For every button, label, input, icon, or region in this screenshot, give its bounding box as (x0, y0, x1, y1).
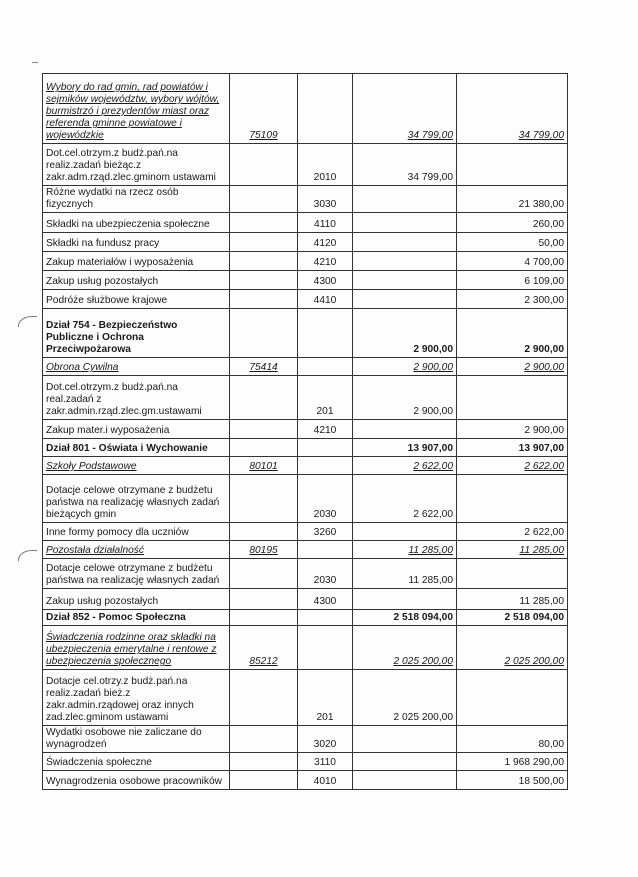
row-description (43, 74, 230, 144)
rozdzial-row (43, 626, 568, 670)
row-wydatki (457, 439, 568, 457)
table-row (43, 186, 568, 213)
row-rozdzial-text: 80101 (249, 461, 278, 472)
row-wydatki-text: 2 300,00 (524, 295, 564, 306)
row-paragraf (298, 290, 353, 309)
row-dochody (353, 670, 457, 726)
row-description (43, 439, 230, 457)
row-dochody-text: 11 285,00 (408, 545, 453, 556)
row-description (43, 753, 230, 771)
rozdzial-row (43, 541, 568, 559)
row-paragraf-text: 2010 (313, 172, 337, 183)
row-rozdzial (230, 589, 298, 610)
row-wydatki (457, 309, 568, 358)
row-rozdzial-text: 80195 (249, 545, 278, 556)
dzial-row (43, 309, 568, 358)
row-rozdzial-text: 75414 (249, 362, 278, 373)
table-row (43, 523, 568, 541)
row-paragraf (298, 771, 353, 790)
row-wydatki-text: 11 285,00 (519, 545, 564, 556)
row-wydatki (457, 753, 568, 771)
row-description (43, 626, 230, 670)
row-wydatki (457, 74, 568, 144)
table-row (43, 753, 568, 771)
row-paragraf-text: 201 (316, 712, 334, 723)
row-wydatki (457, 726, 568, 753)
row-paragraf-text: 3260 (313, 527, 337, 538)
row-description (43, 420, 230, 439)
row-dochody-text: 2 025 200,00 (393, 712, 453, 723)
row-description (43, 559, 230, 589)
row-wydatki (457, 252, 568, 271)
row-description (43, 726, 230, 753)
row-dochody-text: 2 025 200,00 (393, 656, 453, 667)
row-wydatki-text: 34 799,00 (518, 130, 564, 141)
row-description-text: Zakup usług pozostałych (46, 276, 159, 287)
row-rozdzial (230, 252, 298, 271)
budget-table (42, 73, 568, 790)
table-row (43, 726, 568, 753)
row-rozdzial-text: 75109 (249, 130, 278, 141)
margin-bracket-mark (18, 550, 37, 561)
row-wydatki-text: 21 380,00 (518, 199, 564, 210)
row-paragraf-text: 2030 (313, 509, 337, 520)
table-row (43, 559, 568, 589)
row-dochody-text: 2 622,00 (413, 461, 453, 472)
row-description (43, 589, 230, 610)
row-wydatki (457, 233, 568, 252)
row-rozdzial (230, 670, 298, 726)
row-dochody-text: 2 900,00 (413, 344, 453, 355)
row-wydatki (457, 771, 568, 790)
row-paragraf-text: 3030 (313, 199, 337, 210)
row-paragraf (298, 753, 353, 771)
row-description (43, 186, 230, 213)
row-paragraf (298, 309, 353, 358)
row-wydatki-text: 50,00 (538, 238, 564, 249)
row-rozdzial (230, 290, 298, 309)
row-description-text: Dotacje cel.otrzy.z budż.pań.na realiz.zadań bież.z zakr.admin.rządowej oraz innych zad.zlec.gminom ustawami (46, 676, 194, 723)
table-row (43, 252, 568, 271)
row-rozdzial (230, 523, 298, 541)
table-row (43, 213, 568, 233)
row-dochody-text: 2 518 094,00 (393, 612, 453, 623)
row-paragraf-text: 4120 (313, 238, 337, 249)
row-description (43, 670, 230, 726)
row-wydatki-text: 4 700,00 (524, 257, 564, 268)
row-wydatki (457, 420, 568, 439)
row-paragraf-text: 4300 (313, 596, 337, 607)
row-paragraf (298, 726, 353, 753)
row-wydatki (457, 626, 568, 670)
row-wydatki-text: 11 285,00 (519, 596, 564, 607)
row-rozdzial (230, 74, 298, 144)
row-paragraf (298, 670, 353, 726)
row-wydatki-text: 1 968 290,00 (504, 757, 564, 768)
row-rozdzial (230, 233, 298, 252)
row-paragraf (298, 523, 353, 541)
table-row (43, 771, 568, 790)
row-paragraf (298, 439, 353, 457)
row-paragraf-text: 3110 (314, 757, 336, 768)
row-paragraf-text: 4300 (313, 276, 337, 287)
row-description-text: Dział 852 - Pomoc Społeczna (46, 612, 186, 623)
row-description-text: Zakup mater.i wyposażenia (46, 425, 170, 436)
row-paragraf (298, 144, 353, 186)
dzial-row (43, 610, 568, 626)
row-paragraf (298, 376, 353, 420)
row-dochody-text: 2 900,00 (413, 362, 453, 373)
row-dochody-text: 2 900,00 (413, 406, 453, 417)
row-description-text: Zakup usług pozostałych (46, 596, 159, 607)
budget-table-body (43, 74, 568, 790)
row-rozdzial (230, 559, 298, 589)
scan-tick-mark (32, 62, 38, 63)
row-description-text: Zakup materiałów i wyposażenia (46, 257, 194, 268)
row-description-text: Wynagrodzenia osobowe pracowników (46, 776, 223, 787)
row-rozdzial (230, 309, 298, 358)
row-wydatki (457, 541, 568, 559)
row-paragraf (298, 589, 353, 610)
row-wydatki-text: 2 622,00 (524, 527, 564, 538)
row-rozdzial-text: 85212 (249, 656, 278, 667)
row-wydatki-text: 260,00 (532, 219, 564, 230)
row-wydatki-text: 2 622,00 (524, 461, 564, 472)
row-description (43, 144, 230, 186)
row-paragraf-text: 4410 (313, 295, 337, 306)
row-paragraf-text: 4210 (313, 257, 337, 268)
row-description-text: Obrona Cywilna (46, 362, 119, 373)
row-paragraf (298, 213, 353, 233)
row-description (43, 213, 230, 233)
row-description-text: Dział 754 - Bezpieczeństwo Publiczne i Ochrona Przeciwpożarowa (46, 320, 178, 355)
row-rozdzial (230, 358, 298, 376)
row-description-text: Szkoły Podstawowe (46, 461, 137, 472)
row-dochody-text: 11 285,00 (408, 575, 453, 586)
row-wydatki (457, 376, 568, 420)
row-paragraf-text: 201 (316, 406, 334, 417)
table-row (43, 420, 568, 439)
row-dochody (353, 523, 457, 541)
row-description (43, 309, 230, 358)
row-dochody (353, 271, 457, 290)
row-paragraf-text: 3020 (313, 739, 337, 750)
row-description (43, 475, 230, 523)
row-description (43, 523, 230, 541)
row-wydatki (457, 589, 568, 610)
rozdzial-row (43, 358, 568, 376)
row-description (43, 290, 230, 309)
row-wydatki-text: 2 025 200,00 (504, 656, 564, 667)
row-wydatki (457, 670, 568, 726)
row-paragraf (298, 610, 353, 626)
row-rozdzial (230, 610, 298, 626)
row-rozdzial (230, 213, 298, 233)
row-dochody (353, 439, 457, 457)
table-row (43, 290, 568, 309)
row-dochody (353, 213, 457, 233)
row-wydatki (457, 358, 568, 376)
row-description (43, 252, 230, 271)
row-rozdzial (230, 457, 298, 475)
row-description (43, 376, 230, 420)
row-paragraf-text: 4110 (314, 219, 336, 230)
row-description-text: Pozostała działalność (46, 545, 144, 556)
row-wydatki (457, 559, 568, 589)
rozdzial-row (43, 74, 568, 144)
row-rozdzial (230, 420, 298, 439)
row-dochody (353, 475, 457, 523)
row-dochody (353, 541, 457, 559)
row-description (43, 233, 230, 252)
row-description-text: Składki na ubezpieczenia społeczne (46, 219, 210, 230)
table-row (43, 233, 568, 252)
row-description (43, 541, 230, 559)
row-description-text: Podróże służbowe krajowe (46, 295, 168, 306)
row-rozdzial (230, 376, 298, 420)
row-wydatki (457, 457, 568, 475)
row-paragraf (298, 541, 353, 559)
row-dochody-text: 34 799,00 (407, 130, 453, 141)
row-dochody (353, 74, 457, 144)
row-paragraf (298, 475, 353, 523)
row-rozdzial (230, 144, 298, 186)
row-description-text: Dot.cel.otrzym.z budż.pań.na realiz.zadań bieżąc.z zakr.adm.rząd.zlec.gminom ustawami (46, 148, 216, 183)
row-wydatki-text: 13 907,00 (518, 443, 564, 454)
row-wydatki (457, 144, 568, 186)
row-description-text: Wybory do rad gmin, rad powiatów i sejmików województw, wybory wójtów, burmistrzó i prezydentów miast oraz referenda gminne powiatowe i wojewódzkie (46, 82, 220, 141)
row-paragraf (298, 626, 353, 670)
row-description (43, 271, 230, 290)
row-dochody (353, 309, 457, 358)
row-paragraf (298, 271, 353, 290)
row-paragraf (298, 252, 353, 271)
row-paragraf-text: 4210 (313, 425, 337, 436)
row-dochody-text: 13 907,00 (407, 443, 453, 454)
row-dochody (353, 726, 457, 753)
row-description (43, 610, 230, 626)
row-wydatki-text: 2 900,00 (524, 344, 564, 355)
row-wydatki (457, 290, 568, 309)
row-description-text: Składki na fundusz pracy (46, 238, 160, 249)
row-paragraf (298, 559, 353, 589)
row-dochody-text: 2 622,00 (413, 509, 453, 520)
row-dochody (353, 626, 457, 670)
row-description-text: Dotacje celowe otrzymane z budżetu państwa na realizację własnych zadań (46, 563, 220, 586)
row-description-text: Wydatki osobowe nie zaliczane do wynagrodzeń (46, 727, 202, 750)
table-row (43, 475, 568, 523)
row-wydatki (457, 475, 568, 523)
table-row (43, 670, 568, 726)
row-dochody (353, 753, 457, 771)
row-wydatki (457, 186, 568, 213)
row-dochody (353, 420, 457, 439)
row-description-text: Różne wydatki na rzecz osób fizycznych (46, 187, 179, 210)
row-wydatki (457, 523, 568, 541)
row-wydatki-text: 6 109,00 (524, 276, 564, 287)
row-rozdzial (230, 753, 298, 771)
row-dochody (353, 358, 457, 376)
row-rozdzial (230, 541, 298, 559)
table-row (43, 271, 568, 290)
row-paragraf (298, 74, 353, 144)
row-dochody (353, 233, 457, 252)
row-rozdzial (230, 271, 298, 290)
row-wydatki (457, 610, 568, 626)
row-paragraf (298, 457, 353, 475)
row-dochody (353, 610, 457, 626)
row-rozdzial (230, 726, 298, 753)
row-paragraf (298, 233, 353, 252)
row-dochody (353, 144, 457, 186)
row-paragraf (298, 186, 353, 213)
margin-bracket-mark (18, 316, 37, 327)
row-description (43, 457, 230, 475)
row-paragraf (298, 420, 353, 439)
row-description-text: Dział 801 - Oświata i Wychowanie (46, 443, 208, 454)
row-wydatki-text: 2 518 094,00 (504, 612, 564, 623)
row-dochody (353, 771, 457, 790)
row-dochody (353, 559, 457, 589)
row-paragraf-text: 2030 (313, 575, 337, 586)
row-wydatki-text: 2 900,00 (524, 362, 564, 373)
row-dochody (353, 589, 457, 610)
row-description (43, 771, 230, 790)
row-dochody (353, 186, 457, 213)
row-wydatki (457, 271, 568, 290)
row-wydatki-text: 2 900,00 (524, 425, 564, 436)
table-row (43, 144, 568, 186)
row-rozdzial (230, 626, 298, 670)
row-description-text: Świadczenia rodzinne oraz składki na ubezpieczenia emerytalne i rentowe z ubezpieczenia społecznego (46, 632, 217, 667)
row-wydatki-text: 18 500,00 (518, 776, 564, 787)
row-dochody (353, 252, 457, 271)
row-description-text: Dot.cel.otrzym.z budż.pań.na real.zadań z zakr.admin.rząd.zlec.gm.ustawami (46, 382, 202, 417)
row-paragraf (298, 358, 353, 376)
row-rozdzial (230, 771, 298, 790)
row-description-text: Inne formy pomocy dla uczniów (46, 527, 189, 538)
row-rozdzial (230, 439, 298, 457)
row-dochody (353, 376, 457, 420)
row-description-text: Świadczenia społeczne (46, 757, 152, 768)
row-dochody (353, 457, 457, 475)
row-description (43, 358, 230, 376)
rozdzial-row (43, 457, 568, 475)
row-wydatki (457, 213, 568, 233)
row-paragraf-text: 4010 (313, 776, 337, 787)
dzial-row (43, 439, 568, 457)
table-row (43, 589, 568, 610)
row-dochody (353, 290, 457, 309)
table-row (43, 376, 568, 420)
row-rozdzial (230, 475, 298, 523)
row-dochody-text: 34 799,00 (407, 172, 453, 183)
row-rozdzial (230, 186, 298, 213)
row-wydatki-text: 80,00 (538, 739, 564, 750)
row-description-text: Dotacje celowe otrzymane z budżetu państwa na realizację własnych zadań bieżących gmin (46, 485, 220, 520)
